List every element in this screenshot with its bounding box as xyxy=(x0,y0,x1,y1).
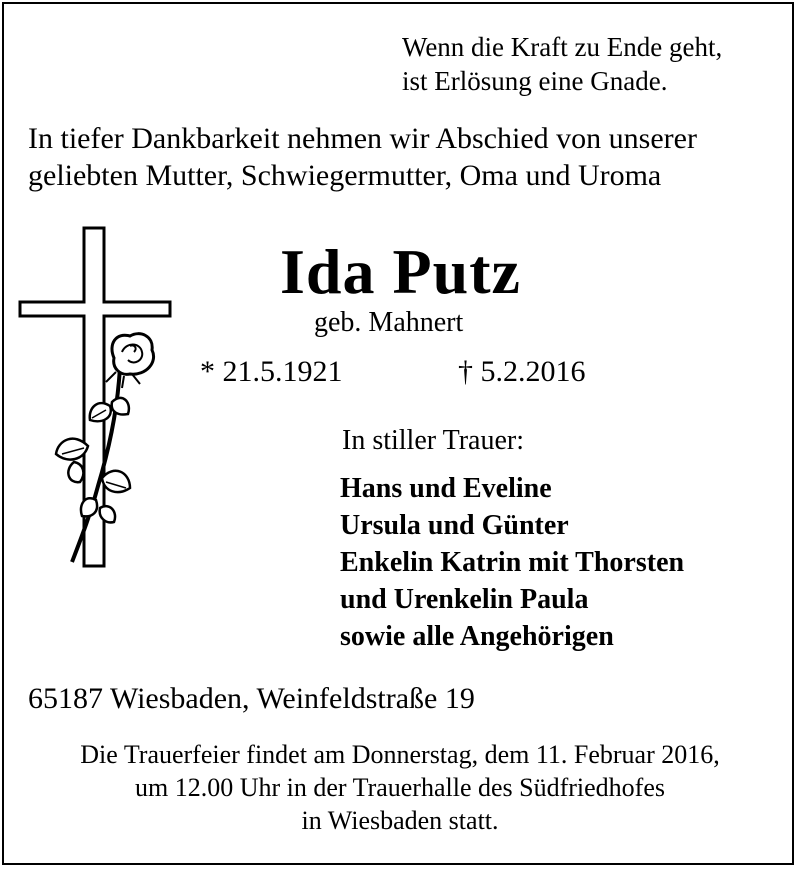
cross-with-rose-icon xyxy=(18,226,178,576)
mourner-name: sowie alle Angehörigen xyxy=(340,621,614,652)
deceased-name: Ida Putz xyxy=(280,236,521,307)
death-date: † 5.2.2016 xyxy=(458,355,586,388)
motto-line-1: Wenn die Kraft zu Ende geht, xyxy=(402,32,723,62)
mourners-heading: In stiller Trauer: xyxy=(342,425,524,456)
address: 65187 Wiesbaden, Weinfeldstraße 19 xyxy=(28,682,475,715)
ceremony-line-3: in Wiesbaden statt. xyxy=(301,806,499,835)
motto-line-2: ist Erlösung eine Gnade. xyxy=(402,66,668,96)
birth-date: * 21.5.1921 xyxy=(200,355,343,388)
ceremony-line-1: Die Trauerfeier findet am Donnerstag, dem 11. Februar 2016, xyxy=(80,740,720,769)
mourner-name: und Urenkelin Paula xyxy=(340,584,589,615)
ceremony-line-2: um 12.00 Uhr in der Trauerhalle des Südfriedhofes xyxy=(134,773,666,802)
mourner-name: Enkelin Katrin mit Thorsten xyxy=(340,547,685,578)
intro-line-2: geliebten Mutter, Schwiegermutter, Oma und Uroma xyxy=(28,159,662,192)
obituary-notice xyxy=(2,2,794,865)
mourner-name: Hans und Eveline xyxy=(340,473,552,504)
maiden-name: geb. Mahnert xyxy=(314,307,464,338)
mourner-name: Ursula und Günter xyxy=(340,510,569,541)
intro-line-1: In tiefer Dankbarkeit nehmen wir Abschied von unserer xyxy=(28,122,697,155)
